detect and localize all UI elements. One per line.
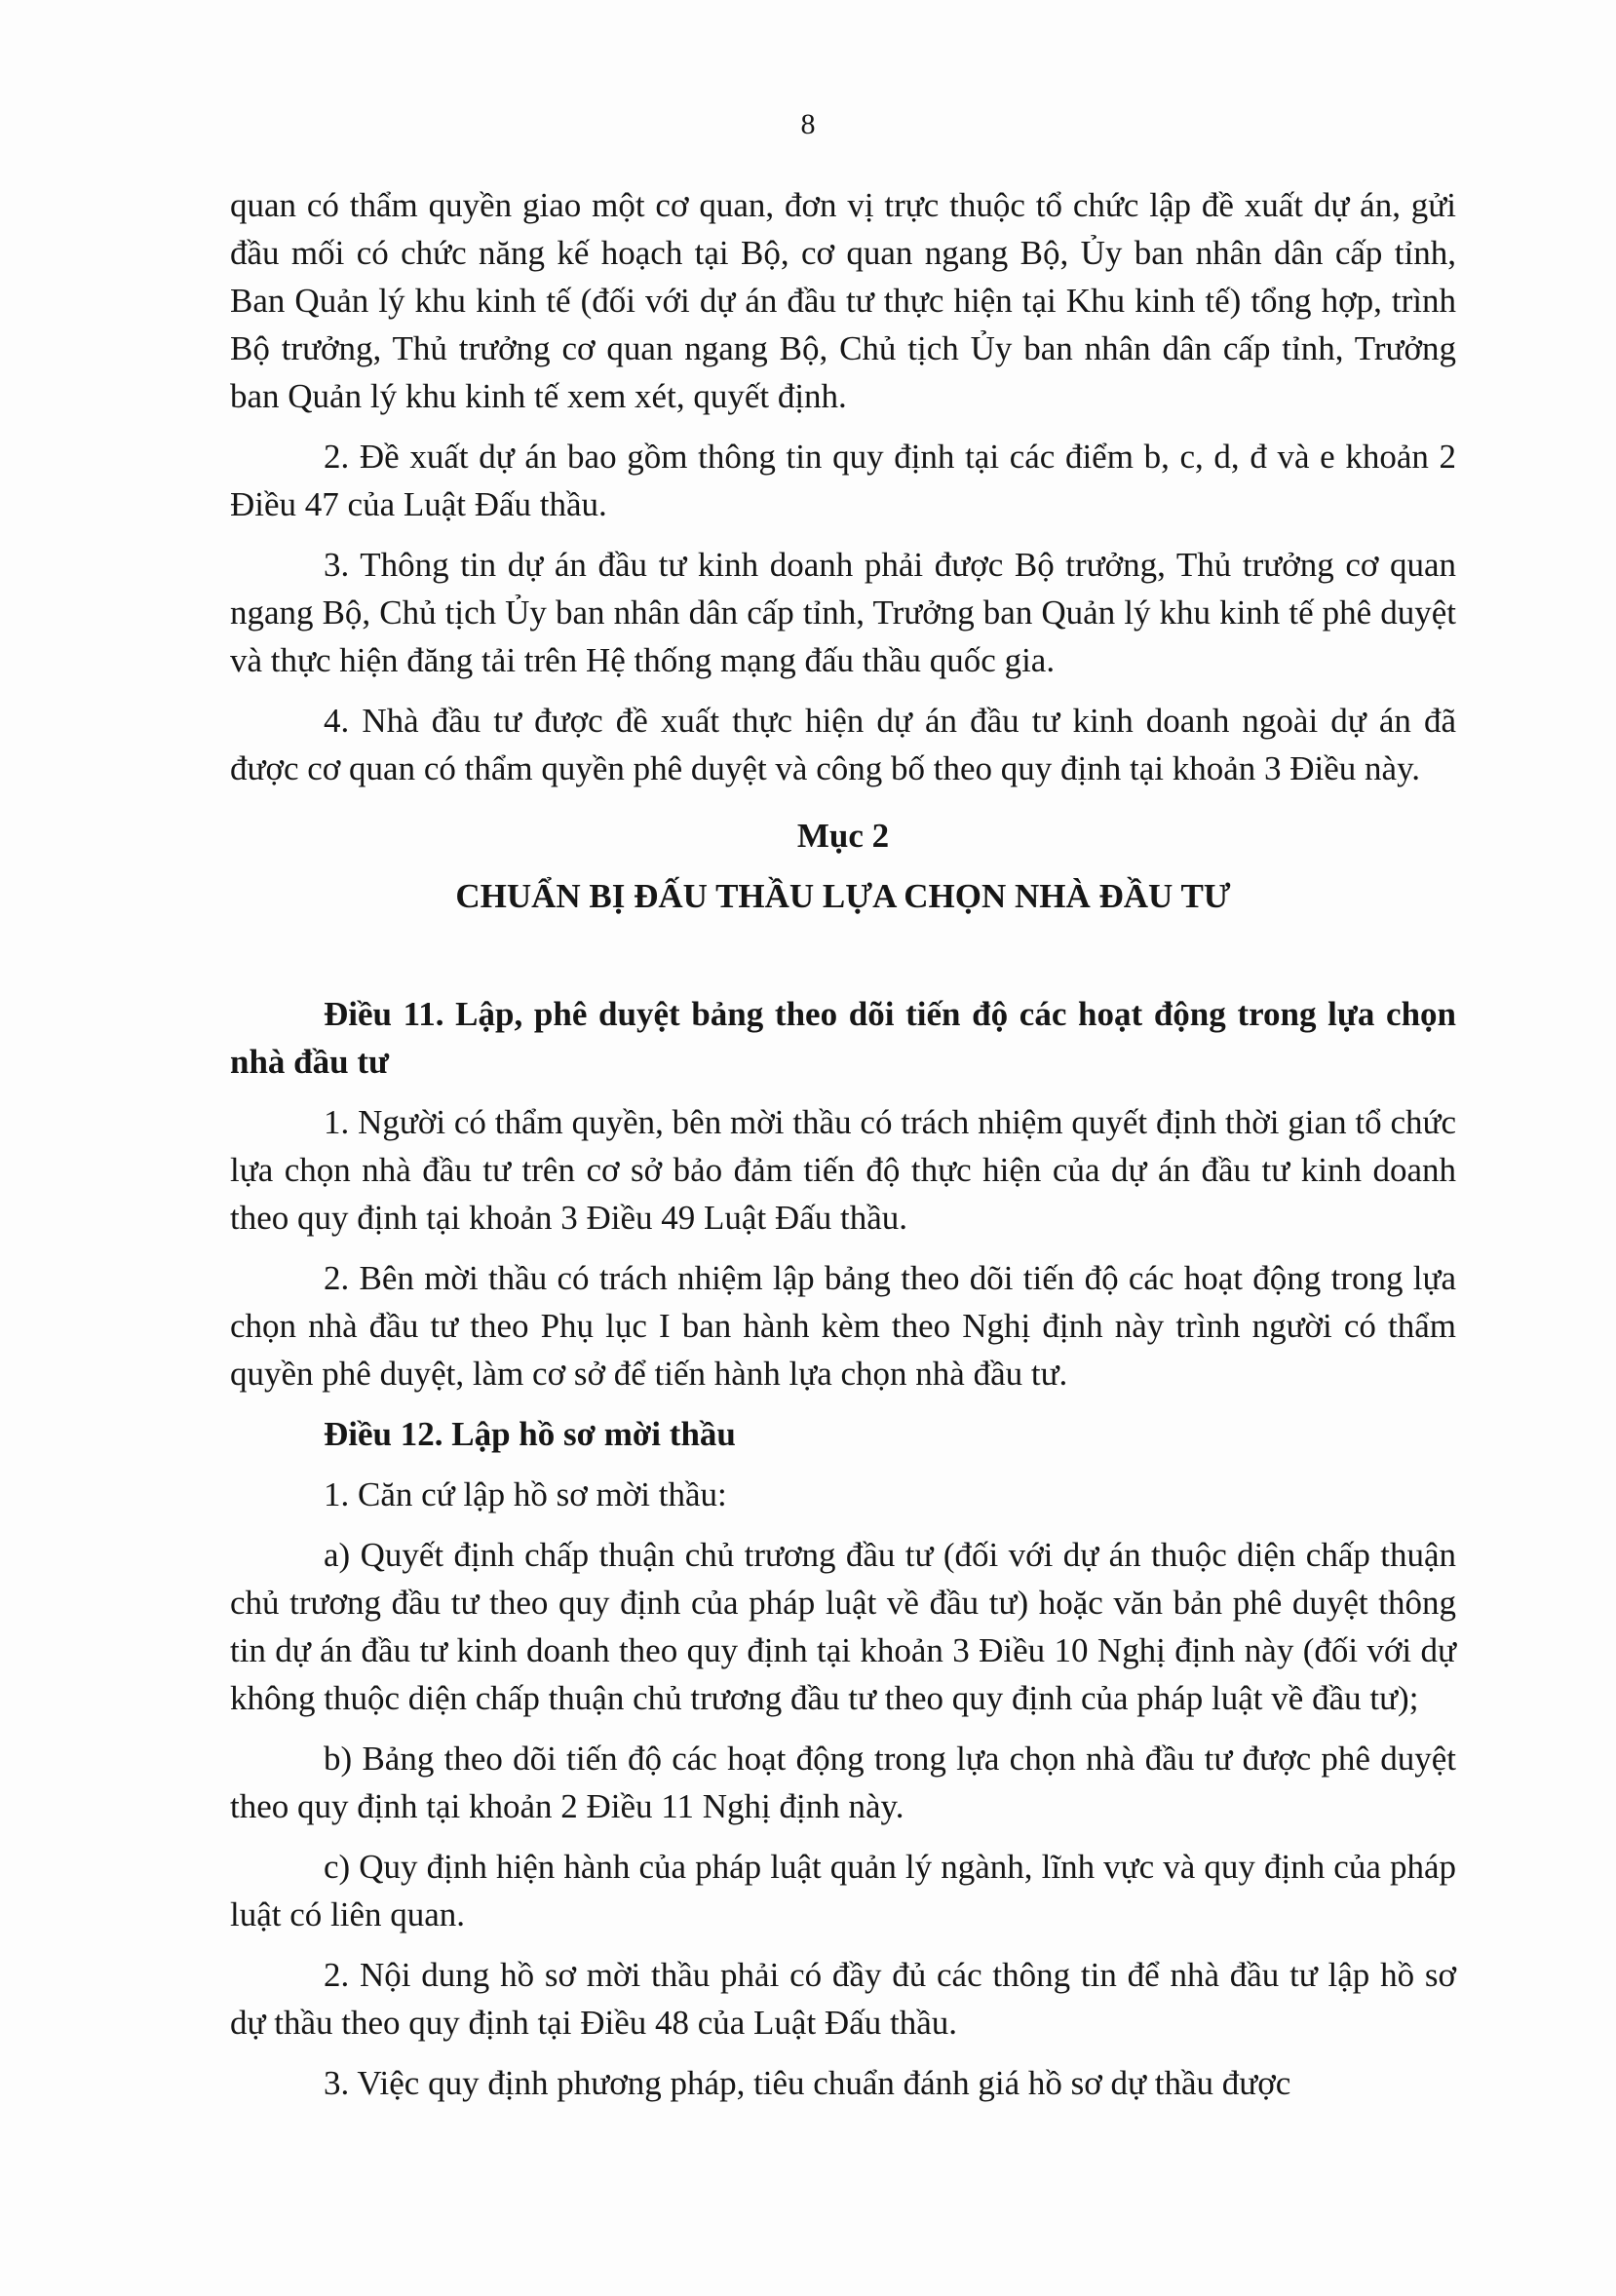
article-12-clause-3: 3. Việc quy định phương pháp, tiêu chuẩn đánh giá hồ sơ dự thầu được (324, 2064, 1291, 2102)
article-12-clause-1: 1. Căn cứ lập hồ sơ mời thầu: (324, 1475, 727, 1513)
paragraph-continuation: quan có thẩm quyền giao một cơ quan, đơn vị trực thuộc tổ chức lập đề xuất dự án, gửi đầu mối có chức năng kế hoạch tại Bộ, cơ quan ngang Bộ, Ủy ban nhân dân cấp tỉnh, Ban Quản lý khu kinh tế (đối với dự án đầu tư thực hiện tại Khu kinh tế) tổng hợp, trình Bộ trưởng, Thủ trưởng cơ quan ngang Bộ, Chủ tịch Ủy ban nhân dân cấp tỉnh, Trưởng ban Quản lý khu kinh tế xem xét, quyết định. (230, 186, 1456, 415)
section-title: CHUẨN BỊ ĐẤU THẦU LỰA CHỌN NHÀ ĐẦU TƯ (455, 877, 1231, 915)
article-12-point-a: a) Quyết định chấp thuận chủ trương đầu tư (đối với dự án thuộc diện chấp thuận chủ trương đầu tư theo quy định của pháp luật về đầu tư) hoặc văn bản phê duyệt thông tin dự án đầu tư kinh doanh theo quy định tại khoản 3 Điều 10 Nghị định này (đối với dự không thuộc diện chấp thuận chủ trương đầu tư theo quy định của pháp luật về đầu tư); (230, 1536, 1456, 1717)
document-body (230, 181, 1456, 2120)
article-11-clause-2: 2. Bên mời thầu có trách nhiệm lập bảng theo dõi tiến độ các hoạt động trong lựa chọn nhà đầu tư theo Phụ lục I ban hành kèm theo Nghị định này trình người có thẩm quyền phê duyệt, làm cơ sở để tiến hành lựa chọn nhà đầu tư. (230, 1259, 1456, 1393)
article-11-heading: Điều 11. Lập, phê duyệt bảng theo dõi tiến độ các hoạt động trong lựa chọn nhà đầu tư (230, 995, 1456, 1081)
article-12-clause-2: 2. Nội dung hồ sơ mời thầu phải có đầy đủ các thông tin để nhà đầu tư lập hồ sơ dự thầu theo quy định tại Điều 48 của Luật Đấu thầu. (230, 1956, 1456, 2042)
article-12-heading: Điều 12. Lập hồ sơ mời thầu (324, 1415, 736, 1453)
section-number: Mục 2 (796, 817, 890, 855)
paragraph-clause-4: 4. Nhà đầu tư được đề xuất thực hiện dự án đầu tư kinh doanh ngoài dự án đã được cơ quan có thẩm quyền phê duyệt và công bố theo quy định tại khoản 3 Điều này. (230, 702, 1456, 787)
page-number: 8 (800, 108, 816, 140)
article-11-clause-1: 1. Người có thẩm quyền, bên mời thầu có trách nhiệm quyết định thời gian tổ chức lựa chọn nhà đầu tư trên cơ sở bảo đảm tiến độ thực hiện của dự án đầu tư kinh doanh theo quy định tại khoản 3 Điều 49 Luật Đấu thầu. (230, 1103, 1456, 1237)
article-12-point-b: b) Bảng theo dõi tiến độ các hoạt động trong lựa chọn nhà đầu tư được phê duyệt theo quy định tại khoản 2 Điều 11 Nghị định này. (230, 1740, 1456, 1825)
paragraph-clause-2: 2. Đề xuất dự án bao gồm thông tin quy định tại các điểm b, c, d, đ và e khoản 2 Điều 47 của Luật Đấu thầu. (230, 438, 1456, 523)
article-12-point-c: c) Quy định hiện hành của pháp luật quản lý ngành, lĩnh vực và quy định của pháp luật có liên quan. (230, 1848, 1456, 1933)
paragraph-clause-3: 3. Thông tin dự án đầu tư kinh doanh phải được Bộ trưởng, Thủ trưởng cơ quan ngang Bộ, Chủ tịch Ủy ban nhân dân cấp tỉnh, Trưởng ban Quản lý khu kinh tế phê duyệt và thực hiện đăng tải trên Hệ thống mạng đấu thầu quốc gia. (230, 546, 1456, 679)
